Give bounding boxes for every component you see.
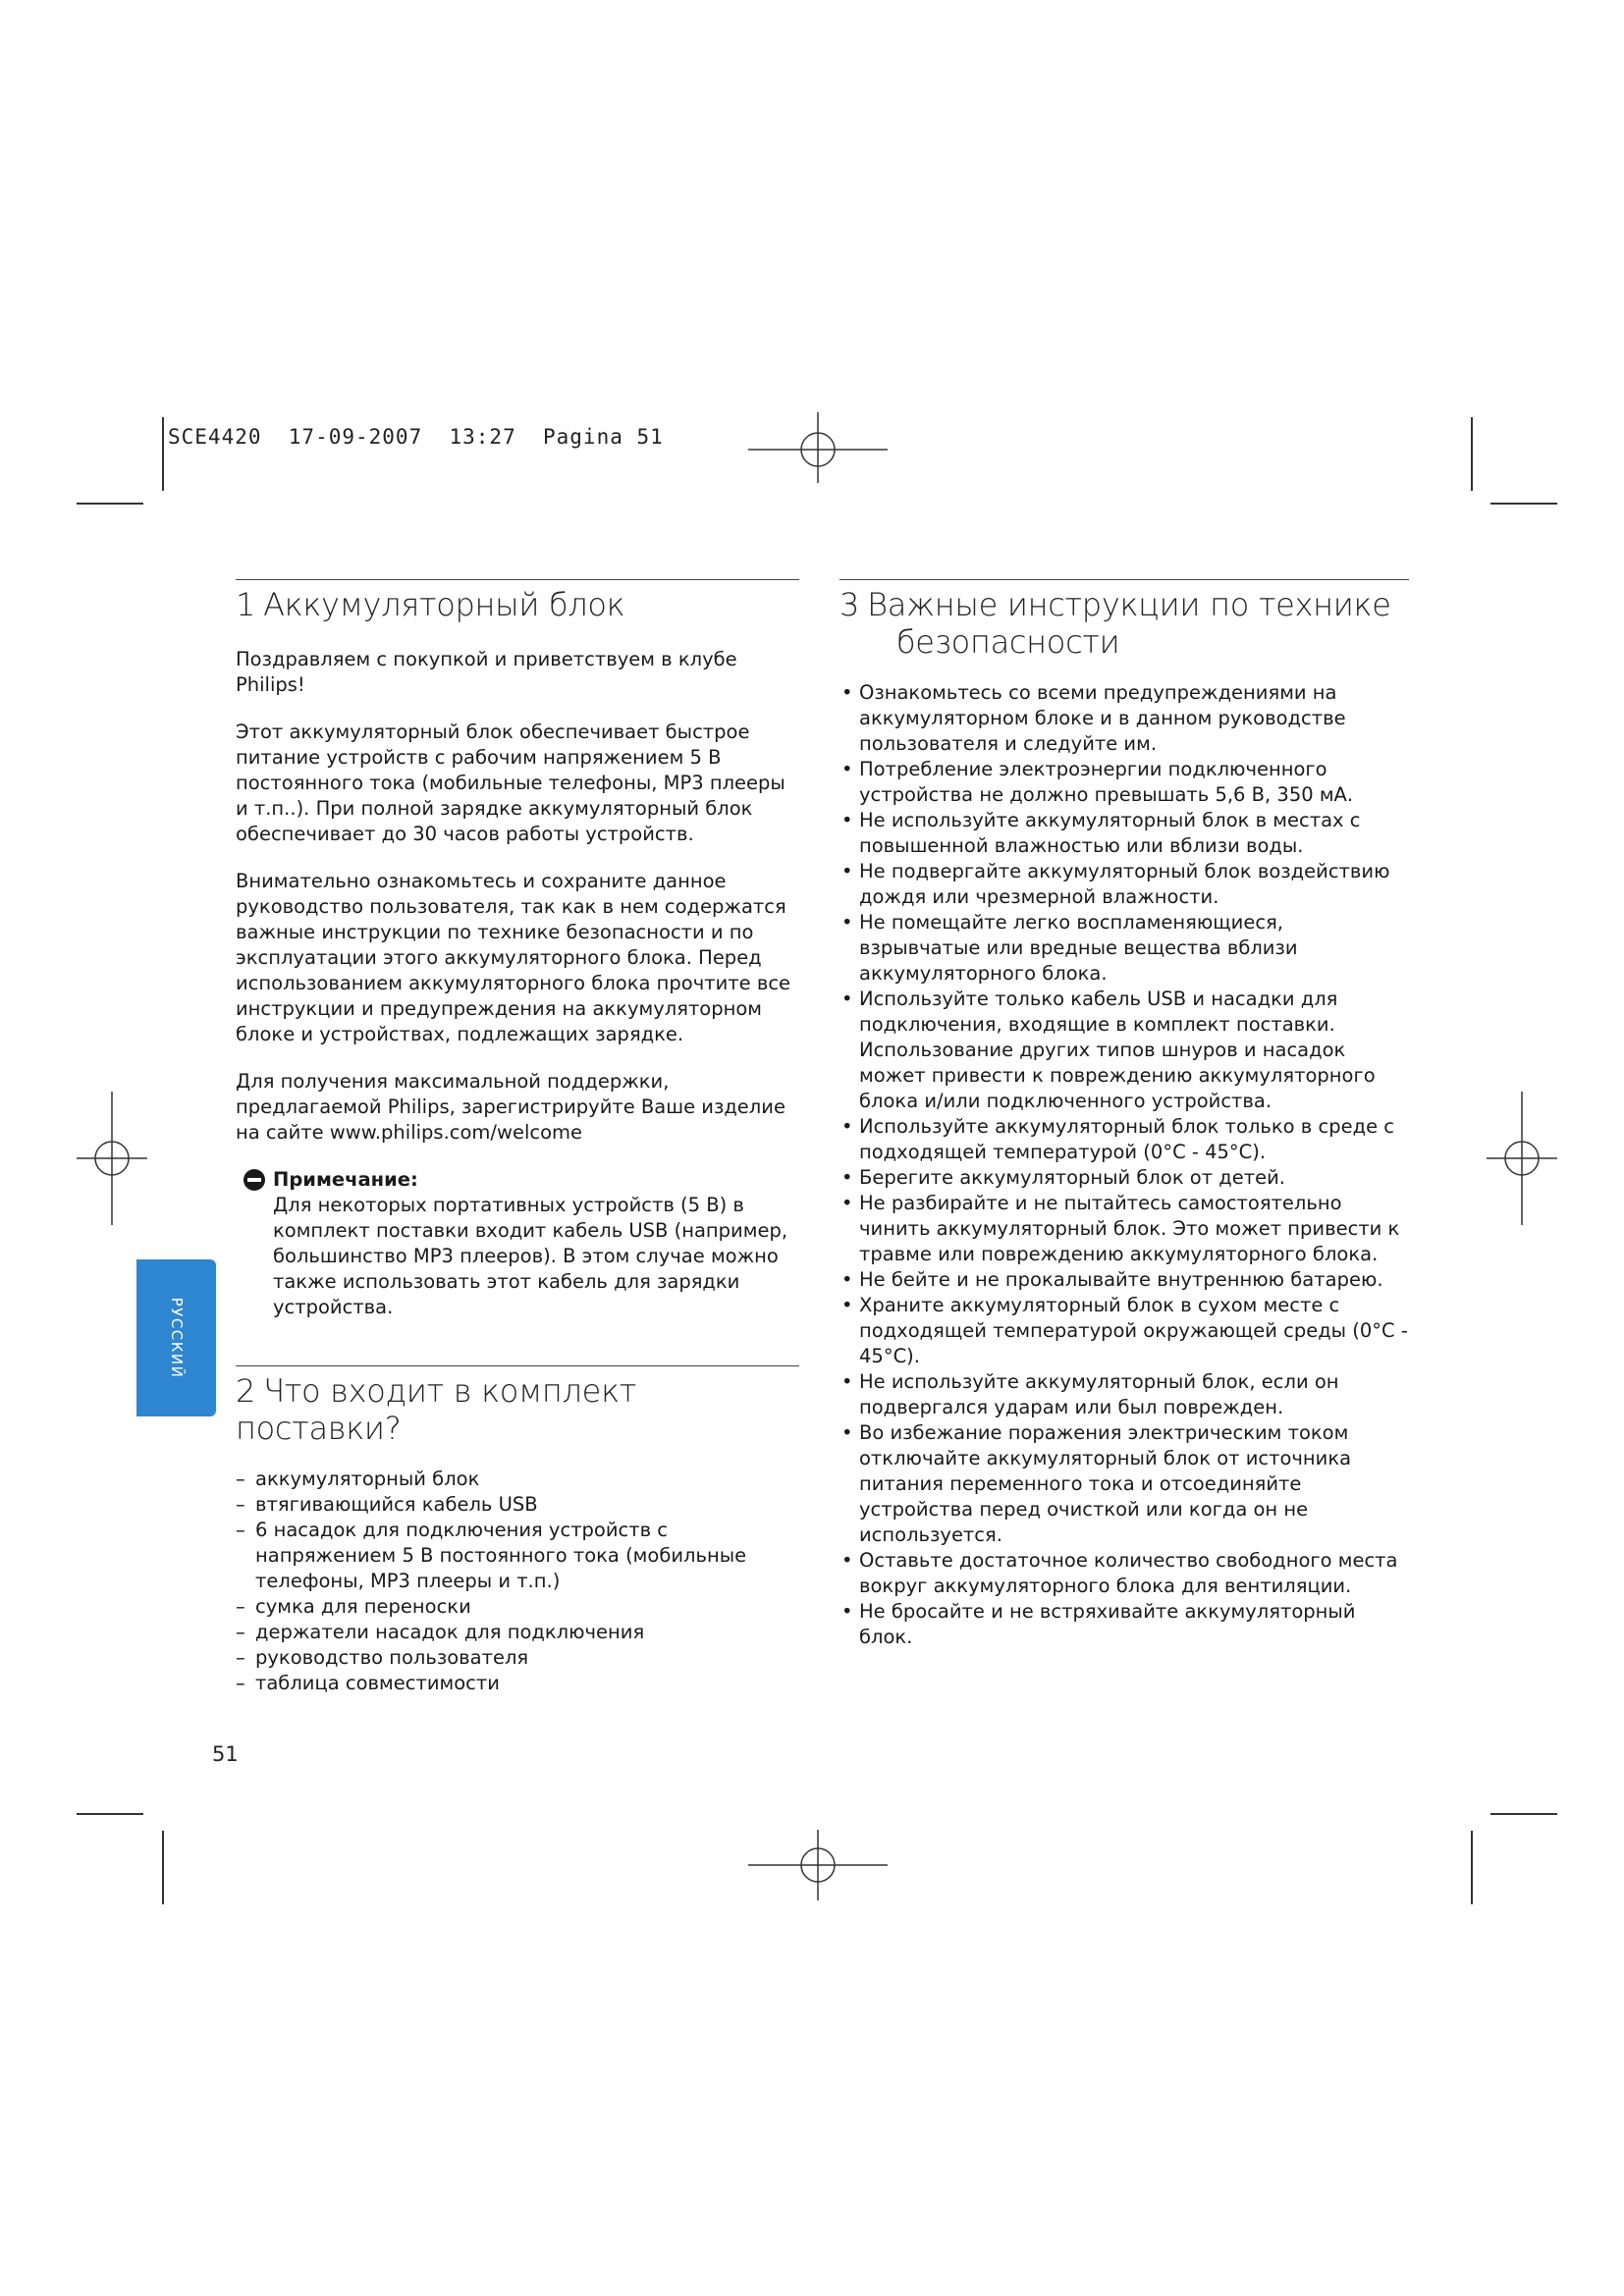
note-box [236, 1167, 799, 1320]
note-text: Для некоторых портативных устройств (5 В) в комплект поставки входит кабель USB (например, большинство MP3 плееров). В этом случае можно также использовать этот кабель для зарядки устройства. [273, 1194, 788, 1318]
list-item: • Не используйте аккумуляторный блок, если он подвергался ударам или был поврежден. [839, 1369, 1409, 1420]
crop-mark [162, 1831, 164, 1904]
list-item: • Храните аккумуляторный блок в сухом месте с подходящей температурой окружающей среды (0°C - 45°C). [839, 1293, 1409, 1369]
list-item: • Берегите аккумуляторный блок от детей. [839, 1165, 1409, 1191]
page-number: 51 [212, 1742, 239, 1766]
list-item: • Потребление электроэнергии подключенного устройства не должно превышать 5,6 В, 350 мА. [839, 757, 1409, 808]
list-item: • Не разбирайте и не пытайтесь самостоятельно чинить аккумуляторный блок. Это может привести к травме или повреждению аккумуляторного блока. [839, 1191, 1409, 1267]
note-title: Примечание: [273, 1168, 418, 1191]
crop-mark [1490, 503, 1557, 505]
list-item: • Ознакомьтесь со всеми предупреждениями на аккумуляторном блоке и в данном руководстве пользователя и следуйте им. [839, 680, 1409, 757]
crop-mark [1490, 1813, 1557, 1815]
registration-mark-icon [746, 410, 890, 485]
list-item: • Не подвергайте аккумуляторный блок воздействию дождя или чрезмерной влажности. [839, 859, 1409, 910]
registration-mark-icon [75, 1090, 149, 1227]
crop-mark [1471, 417, 1473, 491]
list-item: • Не помещайте легко воспламеняющиеся, взрывчатые или вредные вещества вблизи аккумуляторного блока. [839, 910, 1409, 987]
list-item: – аккумуляторный блок [236, 1467, 799, 1492]
list-item: • Не бросайте и не встряхивайте аккумуляторный блок. [839, 1599, 1409, 1650]
language-tab [136, 1259, 216, 1416]
section-rule [236, 1365, 799, 1366]
print-slug: SCE4420 17-09-2007 13:27 Pagina 51 [168, 425, 664, 449]
section-1-title: 1 Аккумуляторный блок [236, 586, 625, 623]
list-item: – руководство пользователя [236, 1645, 799, 1671]
list-item: – 6 насадок для подключения устройств с напряжением 5 В постоянного тока (мобильные телефоны, MP3 плееры и т.п.) [236, 1518, 799, 1594]
left-column [236, 579, 799, 1696]
section-1-intro: Поздравляем с покупкой и приветствуем в клубе Philips! [236, 648, 737, 696]
list-item: – таблица совместимости [236, 1671, 799, 1696]
crop-mark [162, 417, 164, 491]
list-item: • Используйте только кабель USB и насадки для подключения, входящие в комплект поставки. Использование других типов шнуров и насадок может привести к повреждению аккумуляторного блока и/или подключенного устройства. [839, 987, 1409, 1114]
right-column [839, 579, 1409, 1650]
list-item: • Оставьте достаточное количество свободного места вокруг аккумуляторного блока для вентиляции. [839, 1548, 1409, 1599]
crop-mark [77, 1813, 143, 1815]
list-item: • Во избежание поражения электрическим током отключайте аккумуляторный блок от источника питания переменного тока и отсоединяйте устройства перед очисткой или когда он не используется. [839, 1420, 1409, 1548]
list-item: – втягивающийся кабель USB [236, 1492, 799, 1518]
section-3-title: 3 Важные инструкции по технике безопасности [839, 586, 1391, 661]
list-item: – сумка для переноски [236, 1594, 799, 1620]
list-item: – держатели насадок для подключения [236, 1620, 799, 1645]
section-rule [839, 579, 1409, 580]
safety-instructions-list [839, 680, 1409, 1650]
language-tab-label: РУССКИЙ [167, 1297, 186, 1379]
package-contents-list [236, 1467, 799, 1696]
section-rule [236, 579, 799, 580]
list-item: • Не используйте аккумуляторный блок в местах с повышенной влажностью или вблизи воды. [839, 808, 1409, 859]
list-item: • Не бейте и не прокалывайте внутреннюю батарею. [839, 1267, 1409, 1293]
list-item: • Используйте аккумуляторный блок только в среде с подходящей температурой (0°C - 45°C). [839, 1114, 1409, 1165]
section-1-paragraph: Этот аккумуляторный блок обеспечивает быстрое питание устройств с рабочим напряжением 5 В постоянного тока (мобильные телефоны, MP3 плееры и т.п..). При полной зарядке аккумуляторный блок обеспечивает до 30 часов работы устройств. [236, 721, 785, 845]
section-1-paragraph: Внимательно ознакомьтесь и сохраните данное руководство пользователя, так как в нем содержатся важные инструкции по технике безопасности и по эксплуатации этого аккумуляторного блока. Перед использованием аккумуляторного блока прочтите все инструкции и предупреждения на аккумуляторном блоке и устройствах, подлежащих зарядке. [236, 870, 791, 1045]
registration-mark-icon [1485, 1090, 1559, 1227]
crop-mark [77, 503, 143, 505]
note-minus-icon [244, 1169, 265, 1191]
section-2-title: 2 Что входит в комплект поставки? [236, 1372, 637, 1447]
section-1-paragraph: Для получения максимальной поддержки, предлагаемой Philips, зарегистрируйте Ваше изделие на сайте www.philips.com/welcome [236, 1070, 785, 1144]
registration-mark-icon [746, 1828, 890, 1902]
crop-mark [1471, 1831, 1473, 1904]
